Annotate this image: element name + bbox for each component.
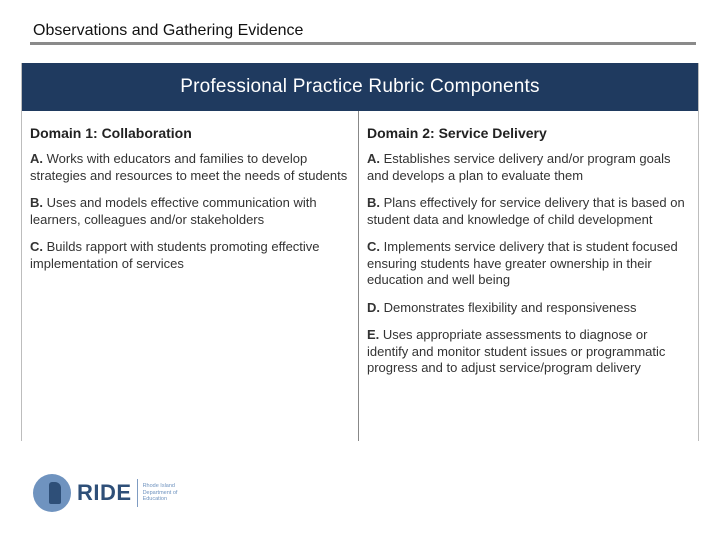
- domain-2-item-d: [367, 300, 690, 317]
- domain-2-column: [359, 111, 698, 441]
- domain-1-item-c: [30, 239, 350, 272]
- item-letter: D.: [367, 299, 380, 315]
- domain-2-item-c: [367, 239, 690, 289]
- domain-1-heading: Domain 1: Collaboration: [30, 125, 192, 141]
- rubric-table: [21, 63, 699, 441]
- item-letter: B.: [30, 195, 43, 210]
- item-text: Uses and models effective communication with learners, colleagues and/or stakeholders: [30, 195, 317, 227]
- item-letter: A.: [367, 151, 380, 166]
- title-underline: [30, 42, 696, 45]
- item-letter: E.: [367, 327, 380, 342]
- logo-wordmark: RIDE: [77, 480, 132, 505]
- item-text: Demonstrates flexibility and responsiveness: [383, 299, 637, 315]
- rubric-table-body: [22, 111, 698, 441]
- item-letter: C.: [367, 239, 380, 254]
- ride-logo: [33, 474, 185, 512]
- item-text: Implements service delivery that is student focused ensuring students have greater ownership in their education and well being: [367, 239, 678, 287]
- item-text: Uses appropriate assessments to diagnose or identify and monitor student issues or programmatic progress and to adjust service/program delivery: [367, 327, 666, 375]
- domain-1-item-a: [30, 151, 350, 184]
- logo-subtitle: Rhode Island Department of Education: [142, 483, 178, 503]
- rubric-table-header: Professional Practice Rubric Components: [22, 63, 698, 111]
- domain-1-item-b: [30, 195, 350, 228]
- item-text: Establishes service delivery and/or program goals and develops a plan to evaluate them: [367, 151, 671, 183]
- item-text: Plans effectively for service delivery that is based on student data and knowledge of child development: [367, 195, 685, 227]
- item-text: Works with educators and families to develop strategies and resources to meet the needs of students: [30, 151, 348, 183]
- slide-title: Observations and Gathering Evidence: [33, 22, 304, 39]
- item-letter: B.: [367, 195, 380, 210]
- logo-divider: [137, 479, 138, 507]
- domain-1-column: [22, 111, 359, 441]
- domain-2-item-a: [367, 151, 690, 184]
- domain-2-item-b: [367, 195, 690, 228]
- item-letter: C.: [30, 239, 43, 254]
- domain-2-item-e: [367, 327, 690, 377]
- item-text: Builds rapport with students promoting effective implementation of services: [30, 239, 320, 271]
- item-letter: A.: [30, 151, 43, 166]
- rhode-island-state-icon: [33, 474, 71, 512]
- domain-2-heading: Domain 2: Service Delivery: [367, 125, 547, 141]
